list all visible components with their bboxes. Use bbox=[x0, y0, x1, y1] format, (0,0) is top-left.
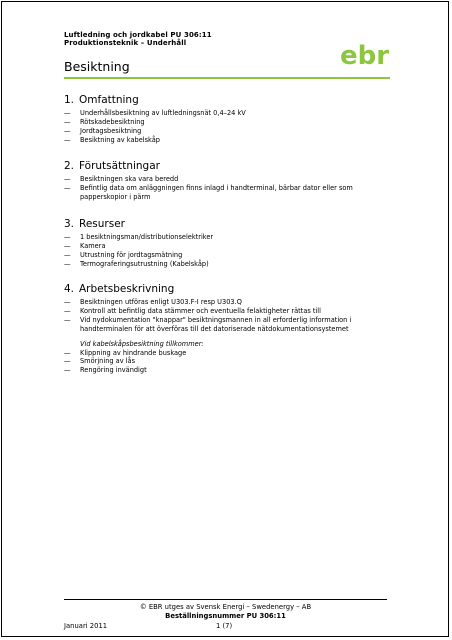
section-arbetsbeskrivning bbox=[64, 283, 394, 375]
list-item: — Utrustning för jordtagsmätning bbox=[64, 250, 183, 259]
list-item: — Besiktningen utföras enligt U303.F-I resp U303.Q bbox=[64, 298, 242, 306]
list-item: — Jordtagsbesiktning bbox=[64, 126, 142, 135]
item-list bbox=[64, 233, 394, 269]
section-omfattning bbox=[64, 94, 394, 145]
list-item: — Termograferingsutrustning (Kabelskåp) bbox=[64, 259, 209, 268]
list-item: — Klippning av hindrande buskage bbox=[64, 348, 187, 357]
item-list bbox=[64, 349, 394, 376]
list-item: — Underhållsbesiktning av luftledningsnät 0,4–24 kV bbox=[64, 109, 246, 117]
section-forutsattningar bbox=[64, 160, 394, 202]
italic-note: Vid kabelskåpsbesiktning tillkommer: bbox=[80, 339, 204, 348]
footer-rule bbox=[64, 599, 387, 600]
list-item: — Kamera bbox=[64, 241, 106, 250]
title-rule bbox=[64, 77, 390, 79]
footer-date: Januari 2011 bbox=[64, 622, 108, 630]
item-list bbox=[64, 298, 394, 334]
item-list bbox=[64, 175, 394, 202]
page-title: Besiktning bbox=[64, 59, 130, 74]
list-item: — Kontroll att befintlig data stämmer och eventuella felaktigheter rättas till bbox=[64, 306, 321, 315]
section-heading: 3. Resurser bbox=[64, 218, 125, 230]
list-item: — 1 besiktningsman/distributionselektriker bbox=[64, 233, 214, 241]
list-item: — Besiktningen ska vara beredd bbox=[64, 175, 179, 183]
list-item: — Smörjning av lås bbox=[64, 357, 136, 366]
section-heading: 1. Omfattning bbox=[64, 94, 139, 106]
header-subtitle: Produktionsteknik – Underhåll bbox=[64, 39, 187, 47]
list-item: — Rengöring invändigt bbox=[64, 366, 147, 375]
ebr-logo bbox=[340, 40, 392, 70]
section-heading: 4. Arbetsbeskrivning bbox=[64, 283, 175, 295]
list-item: — Besiktning av kabelskåp bbox=[64, 135, 160, 144]
section-heading: 2. Förutsättningar bbox=[64, 160, 160, 172]
footer-order-number: Beställningsnummer PU 306:11 bbox=[165, 612, 286, 620]
item-list bbox=[64, 109, 394, 145]
list-item: — Rötskadebesiktning bbox=[64, 117, 145, 126]
footer-page-number: 1 (7) bbox=[216, 622, 233, 630]
list-item: — Befintlig data om anläggningen finns inlagd i handterminal, bärbar dator eller som papperskopior i pärm bbox=[64, 183, 353, 201]
ebr-logo-text: ebr bbox=[340, 41, 390, 70]
header-document-title: Luftledning och jordkabel PU 306:11 bbox=[64, 31, 212, 39]
section-resurser bbox=[64, 218, 394, 269]
footer-copyright: © EBR utges av Svensk Energi – Swedenergy – AB bbox=[139, 603, 312, 611]
list-item: — Vid nydokumentation "knappar" besiktningsmannen in all erforderlig information i handterminalen för att överföras till det datoriserade nätdokumentationsystemet bbox=[64, 315, 352, 333]
